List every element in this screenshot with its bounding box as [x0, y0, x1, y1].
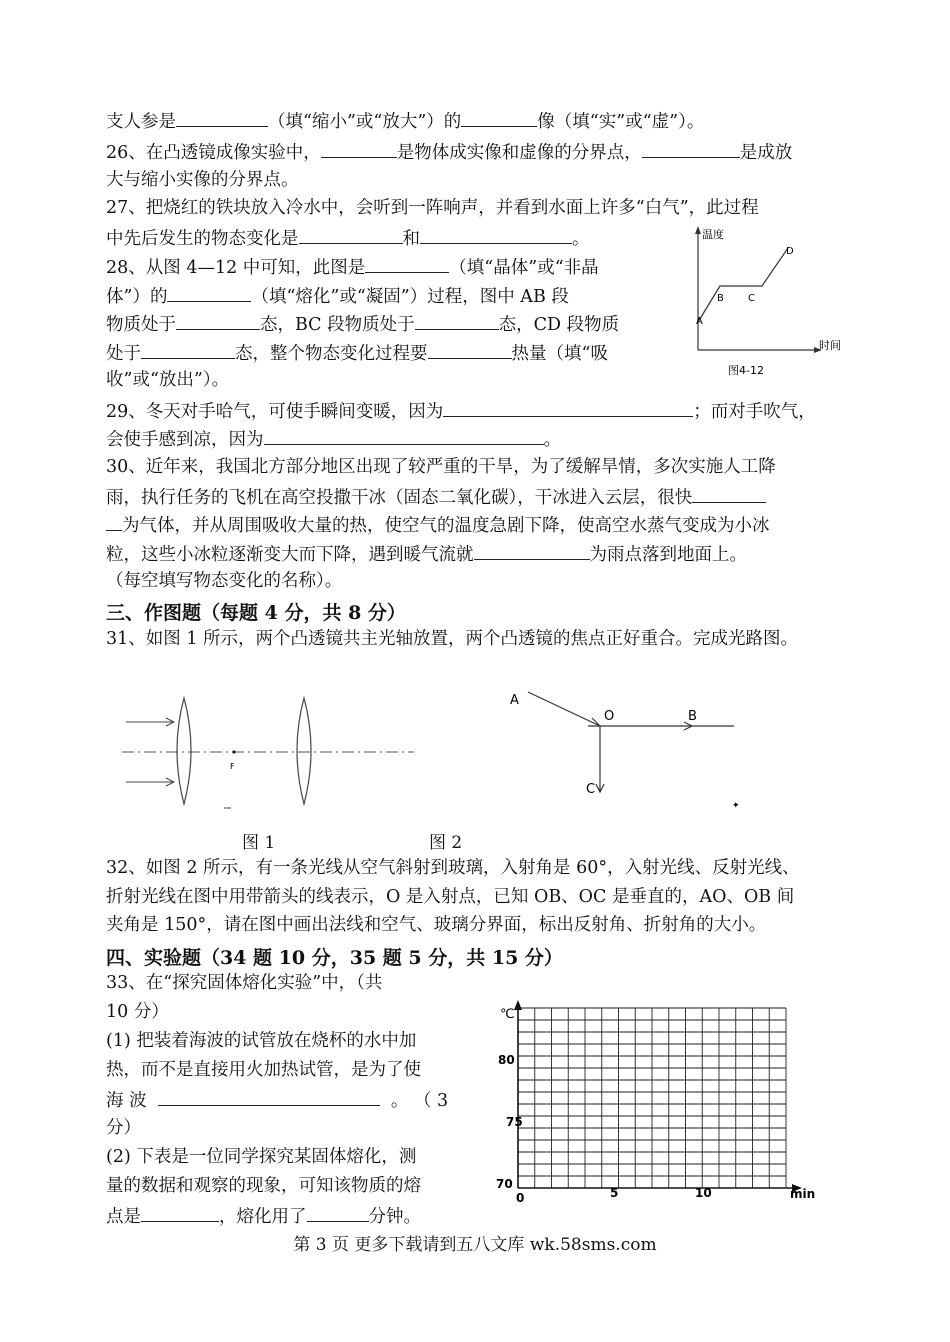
- y-unit-label: ℃: [500, 1007, 515, 1022]
- point-b: B: [717, 293, 724, 304]
- blank[interactable]: [692, 486, 766, 503]
- section-3-heading: 三、作图题（每题 4 分，共 8 分）: [106, 602, 406, 624]
- blank[interactable]: [106, 514, 122, 531]
- figure-caption: 图4-12: [728, 364, 764, 377]
- q33-line3: (1) 把装着海波的试管放在烧杯的水中加: [106, 1031, 417, 1051]
- blank[interactable]: [428, 342, 512, 359]
- q29-line2: 会使手感到凉，因为 。: [106, 430, 561, 450]
- q33-line9: 点是 ，熔化用了 分钟。: [106, 1207, 421, 1227]
- q30-line1: 30、近年来，我国北方部分地区出现了较严重的干旱，为了缓解旱情，多次实施人工降: [106, 457, 776, 477]
- point-a: A: [510, 693, 519, 708]
- blank[interactable]: [474, 543, 590, 560]
- q26-line1: 26、在凸透镜成像实验中， 是物体成实像和虚像的分界点， 是成放: [106, 143, 793, 163]
- q33-line6: 分）: [106, 1118, 141, 1138]
- grid-lines: [518, 1008, 786, 1188]
- q27-line1: 27、把烧红的铁块放入冷水中，会听到一阵响声，并看到水面上许多“白气”，此过程: [106, 198, 759, 218]
- blank[interactable]: [299, 227, 403, 244]
- blank[interactable]: [321, 141, 397, 158]
- q33-line1: 33、在“探究固体熔化实验”中，（共: [106, 973, 383, 993]
- x-tick-5: 5: [610, 1186, 619, 1200]
- blank[interactable]: [461, 110, 537, 127]
- blank[interactable]: [415, 313, 499, 330]
- q27-line2: 中先后发生的物态变化是 和 。: [106, 229, 590, 249]
- blank[interactable]: [365, 256, 449, 273]
- blank[interactable]: [176, 110, 268, 127]
- q33-line7: (2) 下表是一位同学探究某固体熔化，测: [106, 1147, 417, 1167]
- point-o: O: [604, 709, 615, 724]
- q31-text: 31、如图 1 所示，两个凸透镜共主光轴放置，两个凸透镜的焦点正好重合。完成光路图。: [106, 629, 799, 649]
- q33-line4: 热，而不是直接用火加热试管，是为了使: [106, 1060, 421, 1080]
- temperature-time-grid[interactable]: [492, 998, 822, 1210]
- blank[interactable]: [176, 313, 260, 330]
- blank[interactable]: [158, 1089, 380, 1106]
- q28-line1: 28、从图 4—12 中可知，此图是 （填“晶体”或“非晶: [106, 258, 599, 278]
- page-footer: 第 3 页 更多下载请到五八文库 wk.58sms.com: [293, 1235, 657, 1255]
- q26-line2: 大与缩小实像的分界点。: [106, 170, 299, 190]
- blank[interactable]: [264, 428, 544, 445]
- y-axis-label: 温度: [702, 228, 724, 241]
- q29-line1: 29、冬天对手哈气，可使手瞬间变暖，因为 ；而对手吹气，: [106, 402, 816, 422]
- line-q25-end: 支人参是 （填“缩小”或“放大”）的 像（填“实”或“虚”）。: [106, 112, 705, 132]
- q33-line8: 量的数据和观察的现象，可知该物质的熔: [106, 1176, 421, 1196]
- q28-line5: 收”或“放出”）。: [106, 370, 230, 390]
- figure-2-light-path: [500, 680, 750, 820]
- point-c: C: [748, 293, 755, 304]
- figure-1-caption: 图 1: [242, 833, 276, 853]
- svg-text:✦: ✦: [732, 801, 740, 811]
- q32-line3: 夹角是 150°，请在图中画出法线和空气、玻璃分界面，标出反射角、折射角的大小。: [106, 915, 767, 935]
- figure-4-12: [686, 222, 856, 382]
- q30-line3: 为气体，并从周围吸收大量的热，使空气的温度急剧下降，使高空水蒸气变成为小冰: [106, 514, 770, 536]
- blank[interactable]: [141, 1205, 219, 1222]
- section-4-heading: 四、实验题（34 题 10 分，35 题 5 分，共 15 分）: [106, 947, 563, 969]
- q30-line4: 粒，这些小冰粒逐渐变大而下降，遇到暖气流就 为雨点落到地面上。: [106, 545, 747, 565]
- blank[interactable]: [307, 1205, 369, 1222]
- focus-label: F: [230, 762, 235, 771]
- blank[interactable]: [443, 400, 693, 417]
- q33-line5: 海 波 。 （ 3: [106, 1091, 449, 1111]
- blank[interactable]: [141, 342, 235, 359]
- figure-2-caption: 图 2: [429, 833, 463, 853]
- blank[interactable]: [420, 227, 572, 244]
- point-a: A: [696, 316, 703, 327]
- x-tick-10: 10: [695, 1186, 712, 1200]
- point-b: B: [688, 709, 697, 724]
- x-axis-label: 时间: [819, 339, 841, 352]
- blank[interactable]: [642, 141, 740, 158]
- q28-line4: 处于 态，整个物态变化过程要 热量（填“吸: [106, 344, 608, 364]
- x-unit-label: min: [790, 1187, 816, 1201]
- q32-line1: 32、如图 2 所示，有一条光线从空气斜射到玻璃，入射角是 60°，入射光线、反射光线、: [106, 858, 800, 878]
- q30-line5: （每空填写物态变化的名称）。: [106, 571, 343, 591]
- y-tick-70: 70: [496, 1177, 513, 1191]
- blank[interactable]: [167, 285, 251, 302]
- q30-line2: 雨，执行任务的飞机在高空投撒干冰（固态二氧化碳），干冰进入云层，很快: [106, 486, 766, 508]
- x-tick-0: 0: [516, 1191, 525, 1205]
- q33-line2: 10 分）: [106, 1002, 169, 1022]
- q28-line2: 体”）的 （填“熔化”或“凝固”）过程，图中 AB 段: [106, 287, 569, 307]
- y-tick-75: 75: [506, 1115, 523, 1129]
- point-c: C: [586, 782, 596, 797]
- q28-line3: 物质处于 态，BC 段物质处于 态，CD 段物质: [106, 315, 620, 335]
- figure-1-lenses: [118, 690, 418, 820]
- point-d: D: [786, 246, 794, 257]
- q32-line2: 折射光线在图中用带箭头的线表示，O 是入射点，已知 OB、OC 是垂直的，AO、OB 间: [106, 887, 795, 907]
- y-tick-80: 80: [498, 1053, 515, 1067]
